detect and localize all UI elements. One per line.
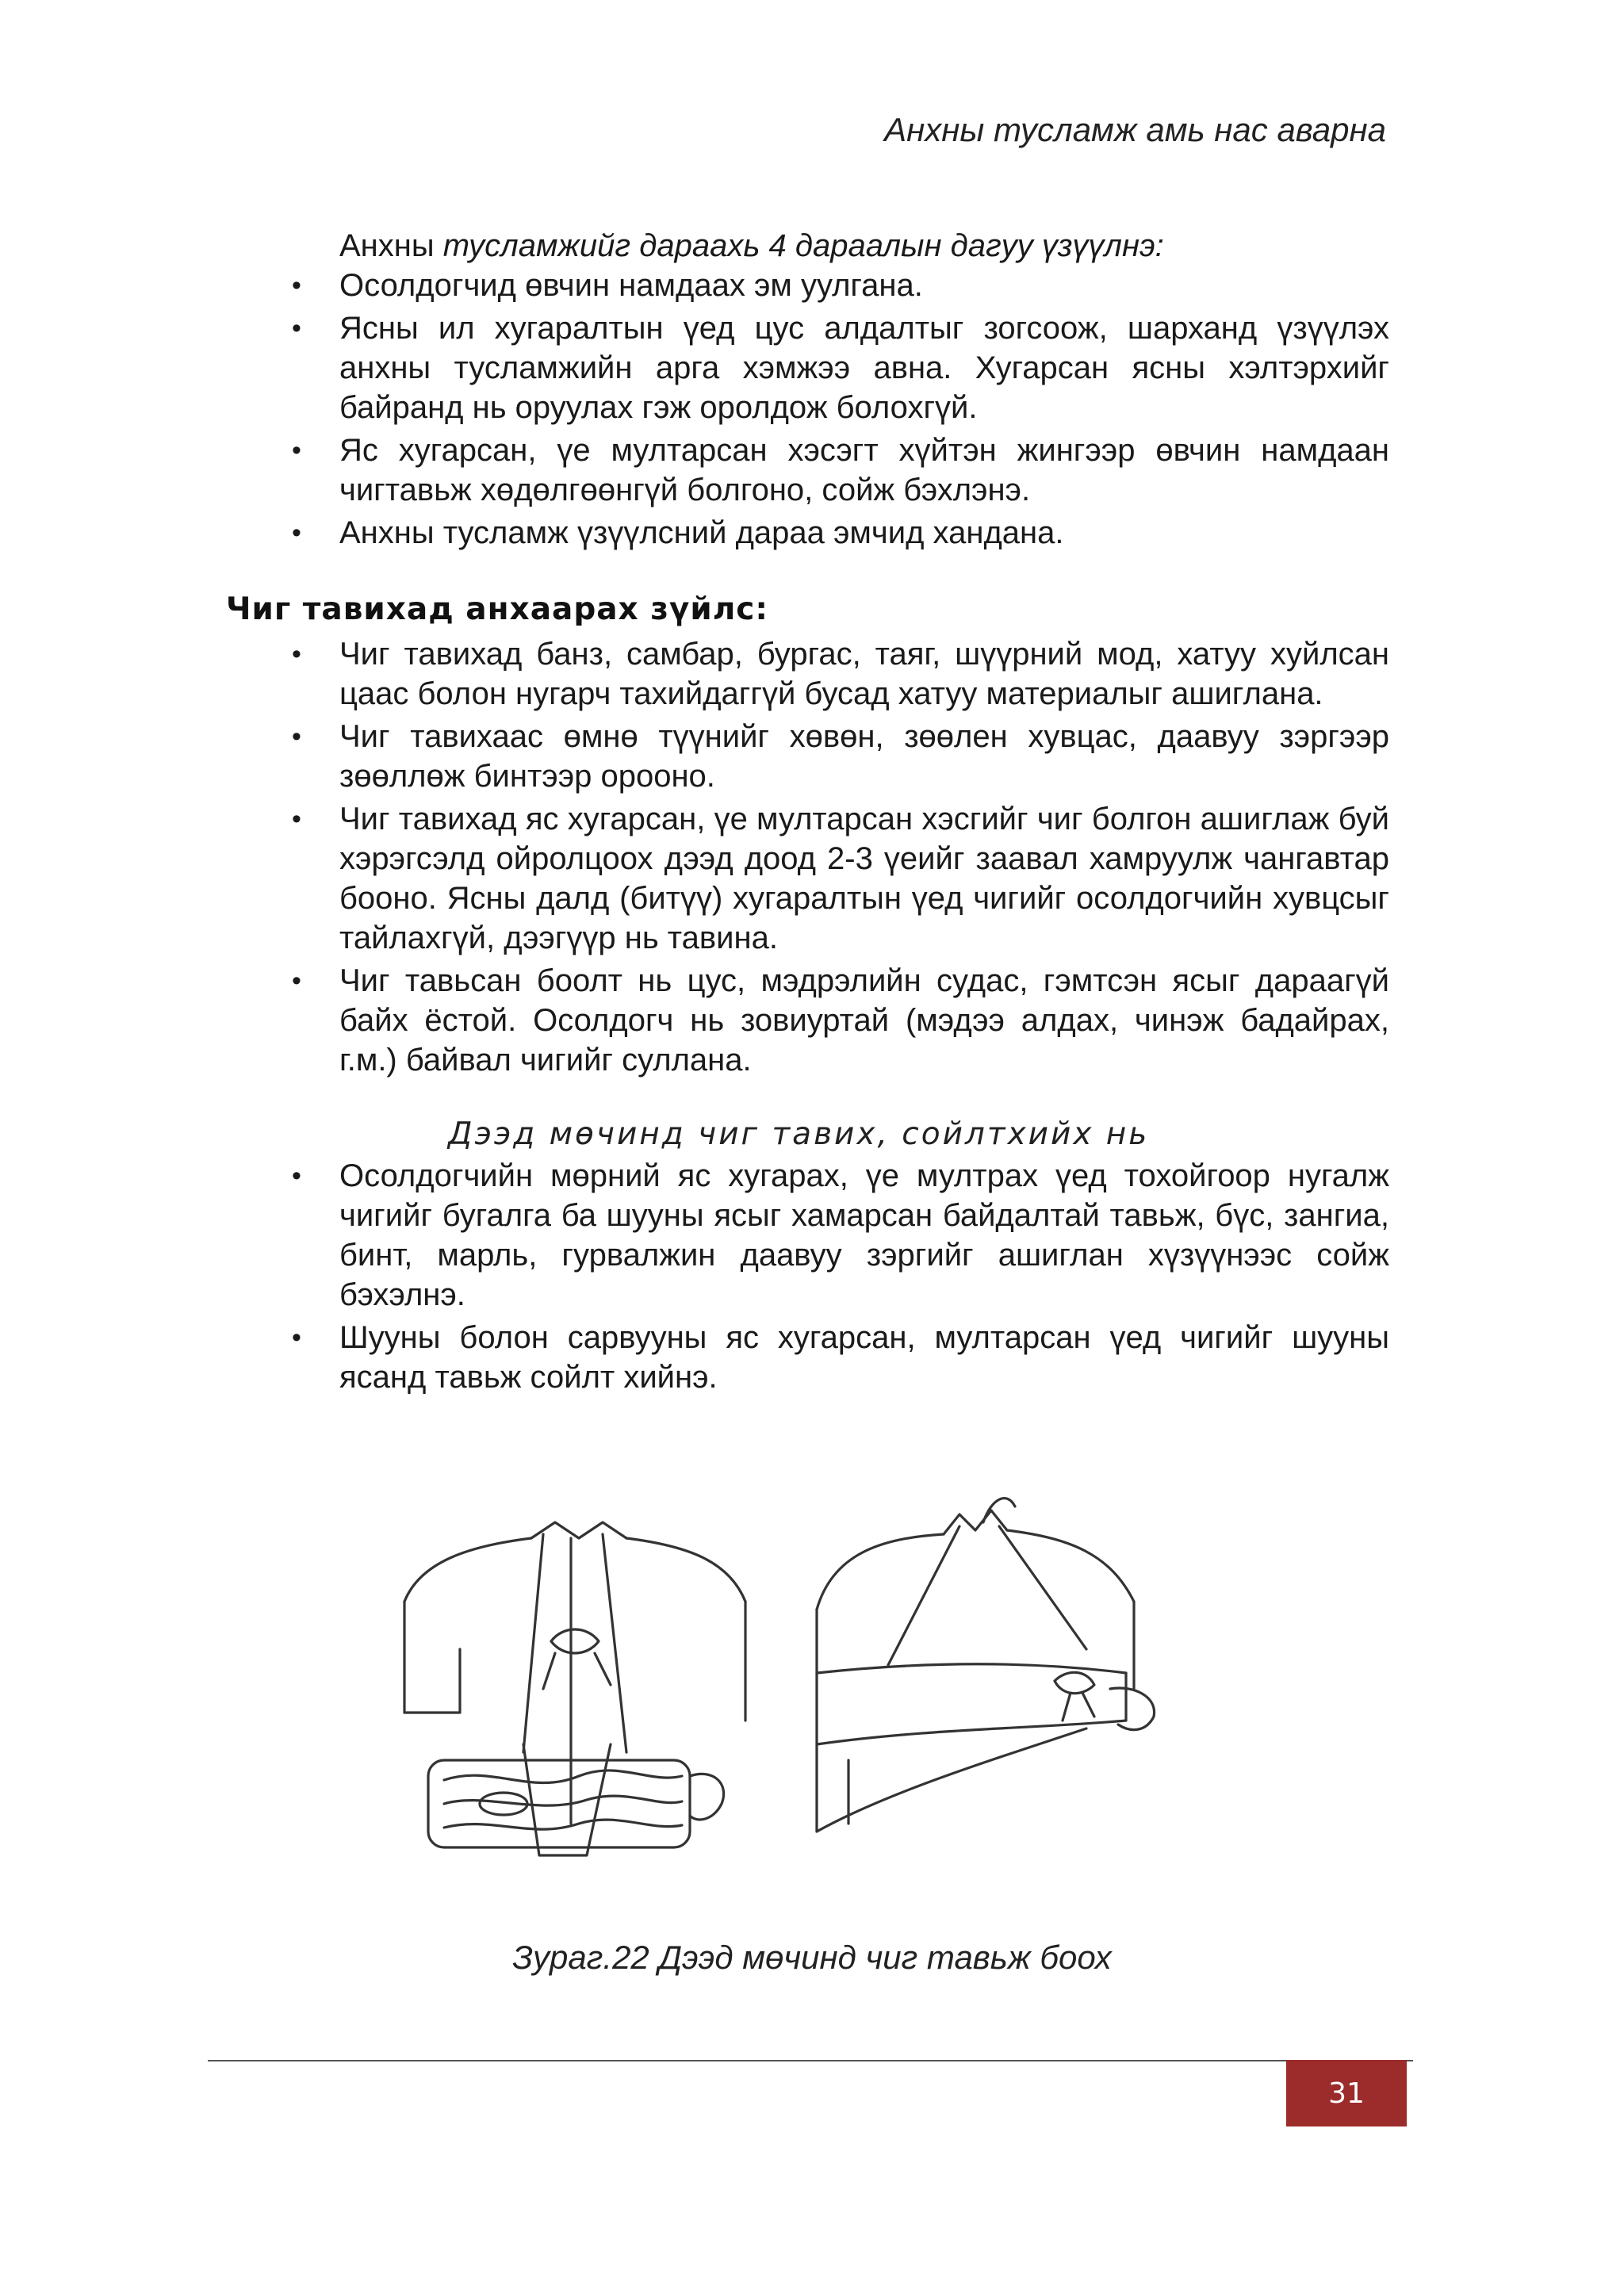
bullet-icon: • [292, 1323, 301, 1353]
bullet-icon: • [292, 313, 301, 343]
figure-arm-sling-illustration [373, 1491, 1213, 1887]
list-item-text: Шууны болон сарвууны яс хугарсан, мултарсан үед чигийг шууны ясанд тавьж сойлт хийнэ. [339, 1320, 1389, 1395]
list-item-text: Яс хугарсан, үе мултарсан хэсэгт хүйтэн жингээр өвчин намдаан чигтавьж хөдөлгөөнгүй болгоно, сойж бэхлэнэ. [339, 433, 1389, 507]
bullet-icon: • [292, 722, 301, 752]
list-item [285, 431, 1389, 510]
running-header: Анхны тусламж амь нас аварна [884, 111, 1386, 148]
bullet-icon: • [292, 435, 301, 465]
intro-emphasis: тусламжийг дараахь 4 дараалын дагуу үзүүлнэ: [442, 228, 1164, 263]
figure-left-man [404, 1522, 745, 1855]
bullet-icon: • [292, 270, 301, 301]
illustration-svg [373, 1491, 1213, 1887]
section-heading: Чиг тавихад анхаарах зүйлс: [226, 591, 768, 627]
bullet-icon: • [292, 518, 301, 548]
list-item [285, 266, 1389, 305]
list-item-text: Чиг тавихад банз, самбар, бургас, таяг, шүүрний мод, хатуу хуйлсан цаас болон нугарч тахийдаггүй бусад хатуу материалыг ашиглана. [339, 637, 1389, 711]
list-item-text: Анхны тусламж үзүүлсний дараа эмчид хандана. [339, 515, 1064, 550]
list-item [285, 799, 1389, 958]
subheading: Дээд мөчинд чиг тавих, сойлтхийх нь [448, 1116, 1150, 1152]
list-item [285, 513, 1389, 553]
bullet-icon: • [292, 804, 301, 834]
intro-lead: Анхны [339, 228, 443, 263]
list-item-text: Чиг тавихаас өмнө түүнийг хөвөн, зөөлен хувцас, даавуу зэргээр зөөллөж бинтээр ороонo. [339, 719, 1389, 794]
figure-caption: Зураг.22 Дээд мөчинд чиг тавьж боох [512, 1939, 1112, 1976]
list-item [285, 308, 1389, 427]
intro-line [339, 226, 1164, 266]
list-item-text: Ясны ил хугаралтын үед цус алдалтыг зогсоож, шарханд үзүүлэх анхны тусламжийн арга хэмжээ авна. Хугарсан ясны хэлтэрхийг байранд нь оруулах гэж оролдож болохгүй. [339, 311, 1389, 425]
figure-right-man [817, 1499, 1155, 1832]
list-item-text: Чиг тавьсан боолт нь цус, мэдрэлийн судас, гэмтсэн ясыг дараагүй байх ёстой. Осолдогч нь зовиуртай (мэдээ алдах, чинэж бадайрах, г.м.) байвал чигийг суллана. [339, 963, 1389, 1078]
list-item [285, 717, 1389, 796]
list-item [285, 961, 1389, 1080]
bullet-icon: • [292, 639, 301, 669]
list-item-text: Осолдогчид өвчин намдаах эм уулгана. [339, 268, 923, 303]
page-number-badge: 31 [1286, 2060, 1407, 2126]
bullet-list-splint-notes [285, 634, 1389, 1083]
footer-rule [208, 2060, 1413, 2061]
list-item [285, 634, 1389, 714]
bullet-icon: • [292, 966, 301, 996]
list-item [285, 1156, 1389, 1315]
bullet-list-first-aid-steps [285, 266, 1389, 556]
list-item-text: Осолдогчийн мөрний яс хугарах, үе мултрах үед тохойгоор нугалж чигийг бугалга ба шууны ясыг хамарсан байдалтай тавьж, бүс, зангиа, бинт, марль, гурвалжин даавуу зэргийг ашиглан хүзүүнээс сойж бэхэлнэ. [339, 1158, 1389, 1312]
bullet-icon: • [292, 1161, 301, 1191]
list-item-text: Чиг тавихад яс хугарсан, үе мултарсан хэсгийг чиг болгон ашиглаж буй хэрэгсэлд ойролцоох дээд доод 2-3 үеийг заавал хамруулж чангавтар бооно. Ясны далд (битүү) хугаралтын үед чигийг осолдогчийн хувцсыг тайлахгүй, дээгүүр нь тавина. [339, 802, 1389, 955]
list-item [285, 1318, 1389, 1397]
bullet-list-upper-limb [285, 1156, 1389, 1400]
